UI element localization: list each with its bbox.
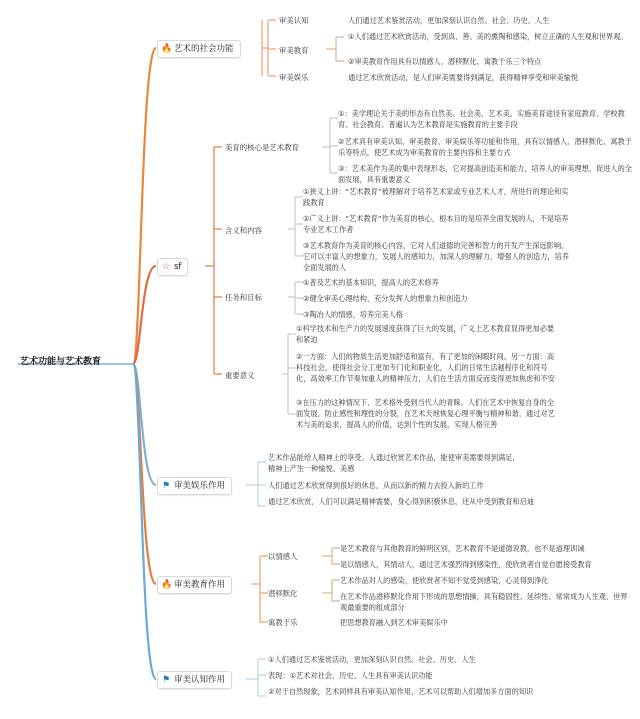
topic-title: 审美认知作用 <box>174 675 226 685</box>
sub-tasks-and-goals[interactable]: 任务和目标 <box>225 293 262 302</box>
note: 艺术作品对人的感染，使欣赏者不知不觉受到感染，心灵得到净化 <box>340 576 549 585</box>
note: ③：艺术美作为美的集中表现形态，它对提高创造美和能力，培养人的审美理想，促进人的全面发展，具有重要意义 <box>338 164 632 184</box>
flag-icon: ⚑ <box>161 675 171 685</box>
sub-move-by-emotion[interactable]: 以情感人 <box>268 552 298 561</box>
topic-cognition-role[interactable] <box>157 671 232 689</box>
topic-title: 艺术的社会功能 <box>174 44 234 54</box>
note: ②广义上讲：“艺术教育”作为美育的核心，根本目的是培养全面发展的人，不是培养专业艺术工作者 <box>303 214 569 234</box>
topic-entertainment-role[interactable] <box>157 477 232 495</box>
note: 是以情感人，其情动人，通过艺术强烈得到感染性，使欣赏者自觉自愿接受教育 <box>340 560 592 569</box>
note: ①人们通过艺术欣赏活动，受到真、善、美的熏陶和感染，树立正确的人生观和世界观。 <box>348 32 628 41</box>
note: 人们通过艺术欣赏得到很好的休息，从而以新的精力去投入新的工作 <box>268 481 484 490</box>
sub-meaning-and-content[interactable]: 含义和内容 <box>225 226 262 235</box>
topic-title: sf <box>174 262 182 272</box>
flame-icon: 🔥 <box>161 44 173 54</box>
note: ③艺术教育作为美育的核心内容，它对人们道德的完善和智力的开发产生深远影响。它可以丰富人的想象力，发展人的感知力，加深人的理解力，增强人的创造力，培养全面发展的人 <box>303 241 569 272</box>
note: ②对于自然现象，艺术同样具有审美认知作用，艺术可以帮助人们增加多方面的知识 <box>268 687 534 696</box>
note: 把思想教育融入到艺术审美娱乐中 <box>340 618 448 627</box>
sub-significance[interactable]: 重要意义 <box>225 371 255 380</box>
note: ①：美学理论关于美的形态有自然美、社会美、艺术美。实施美育途径有家庭教育、学校教育、社会教育。普遍认为艺术教育是实施教育的主要手段 <box>338 109 625 129</box>
note: ②健全审美心理结构，充分发挥人的想象力和创造力 <box>303 294 468 303</box>
note: ②一方面：人们的物质生活更加舒适和富有，有了更加的闲暇时间。另一方面：高科技社会，使得社会分工更加专门化和职业化，人们的日常生活越程序化和符号化，高效率工作节奏加重人的精神压力，人们在生活方面反而变得更加焦虑和不安 <box>296 352 555 383</box>
note: ③在压力的这种情况下，艺术格外受到当代人的青睐。人们在艺术中恢复自身的全面发展，防止感性和理性的分裂，在艺术天地恢复心理平衡与精神和谐，通过对艺术与美的追求，提高人的价值，达到个性的发展，实现人格完善 <box>296 398 555 429</box>
note: 人们通过艺术鉴赏活动，更加深刻认识自然、社会、历史、人生 <box>348 16 550 25</box>
star-icon: ☆ <box>161 262 171 272</box>
branch-connector <box>133 48 156 364</box>
flame-icon: 🔥 <box>161 580 173 590</box>
note: ③陶冶人的情感，培养完美人格 <box>303 310 403 319</box>
topic-education-role[interactable] <box>157 576 232 594</box>
root-topic: 艺术功能与艺术教育 <box>20 357 102 367</box>
topic-title: 审美娱乐作用 <box>174 481 226 491</box>
note: ①狭义上讲：“艺术教育”被理解对于培养艺术家或专业艺术人才，所进行的理论和实践教育 <box>303 187 569 207</box>
note: 在艺术作品潜移默化作用下形成的思想情操，具有稳固性、延续性、常常成为人生观、世界观最重要的组成部分 <box>340 592 628 612</box>
note: ②审美教育作用具有以情感人、潜移默化、寓教于乐三个特点 <box>348 57 542 66</box>
note: 艺术作品能给人精神上的享受。人通过欣赏艺术作品，能使审美需要得到满足，精神上产生一种愉悦、美感 <box>268 453 520 473</box>
sub-aesthetic-education[interactable]: 审美教育 <box>279 46 309 55</box>
topic-sf[interactable] <box>157 258 188 276</box>
note: ①普及艺术的基本知识，提高人的艺术修养 <box>303 278 439 287</box>
flag-icon: ⚑ <box>161 481 171 491</box>
sub-core-of-aesthetic-education[interactable]: 美育的核心是艺术教育 <box>225 143 299 152</box>
note: ①人们通过艺术鉴赏活动，更加深刻认识自然、社会、历史、人生 <box>268 655 476 664</box>
note: ②艺术具有审美认知、审美教育、审美娱乐等功能和作用，具有以情感人、潜移默化、寓教于乐等特点，使艺术成为审美教育的主要内容和主要方式 <box>338 137 632 157</box>
note: 通过艺术欣赏，人们可以满足精神需要，身心得到积极休息，还从中受到教育和启迪 <box>268 497 534 506</box>
topic-social-function[interactable] <box>157 40 241 58</box>
note: 是艺术教育与其他教育的鲜明区别，艺术教育不是道德说教，也不是道理训诫 <box>340 544 585 553</box>
sub-aesthetic-cognition[interactable]: 审美认知 <box>279 16 309 25</box>
note: ①科学技术和生产力的发展速度获得了巨大的发展，广义上艺术教育显得更加必要和紧迫 <box>296 324 555 344</box>
note: 表现：①艺术对社会、历史、人生具有审美认识功能 <box>268 671 433 680</box>
sub-aesthetic-entertainment[interactable]: 审美娱乐 <box>279 73 309 82</box>
note: 通过艺术欣赏活动，是人们审美需要得到满足，获得精神享受和审美愉悦 <box>348 73 579 82</box>
topic-title: 审美教育作用 <box>174 580 226 590</box>
sub-subtle-influence[interactable]: 潜移默化 <box>268 589 298 598</box>
sub-teach-through-fun[interactable]: 寓教于乐 <box>268 618 298 627</box>
